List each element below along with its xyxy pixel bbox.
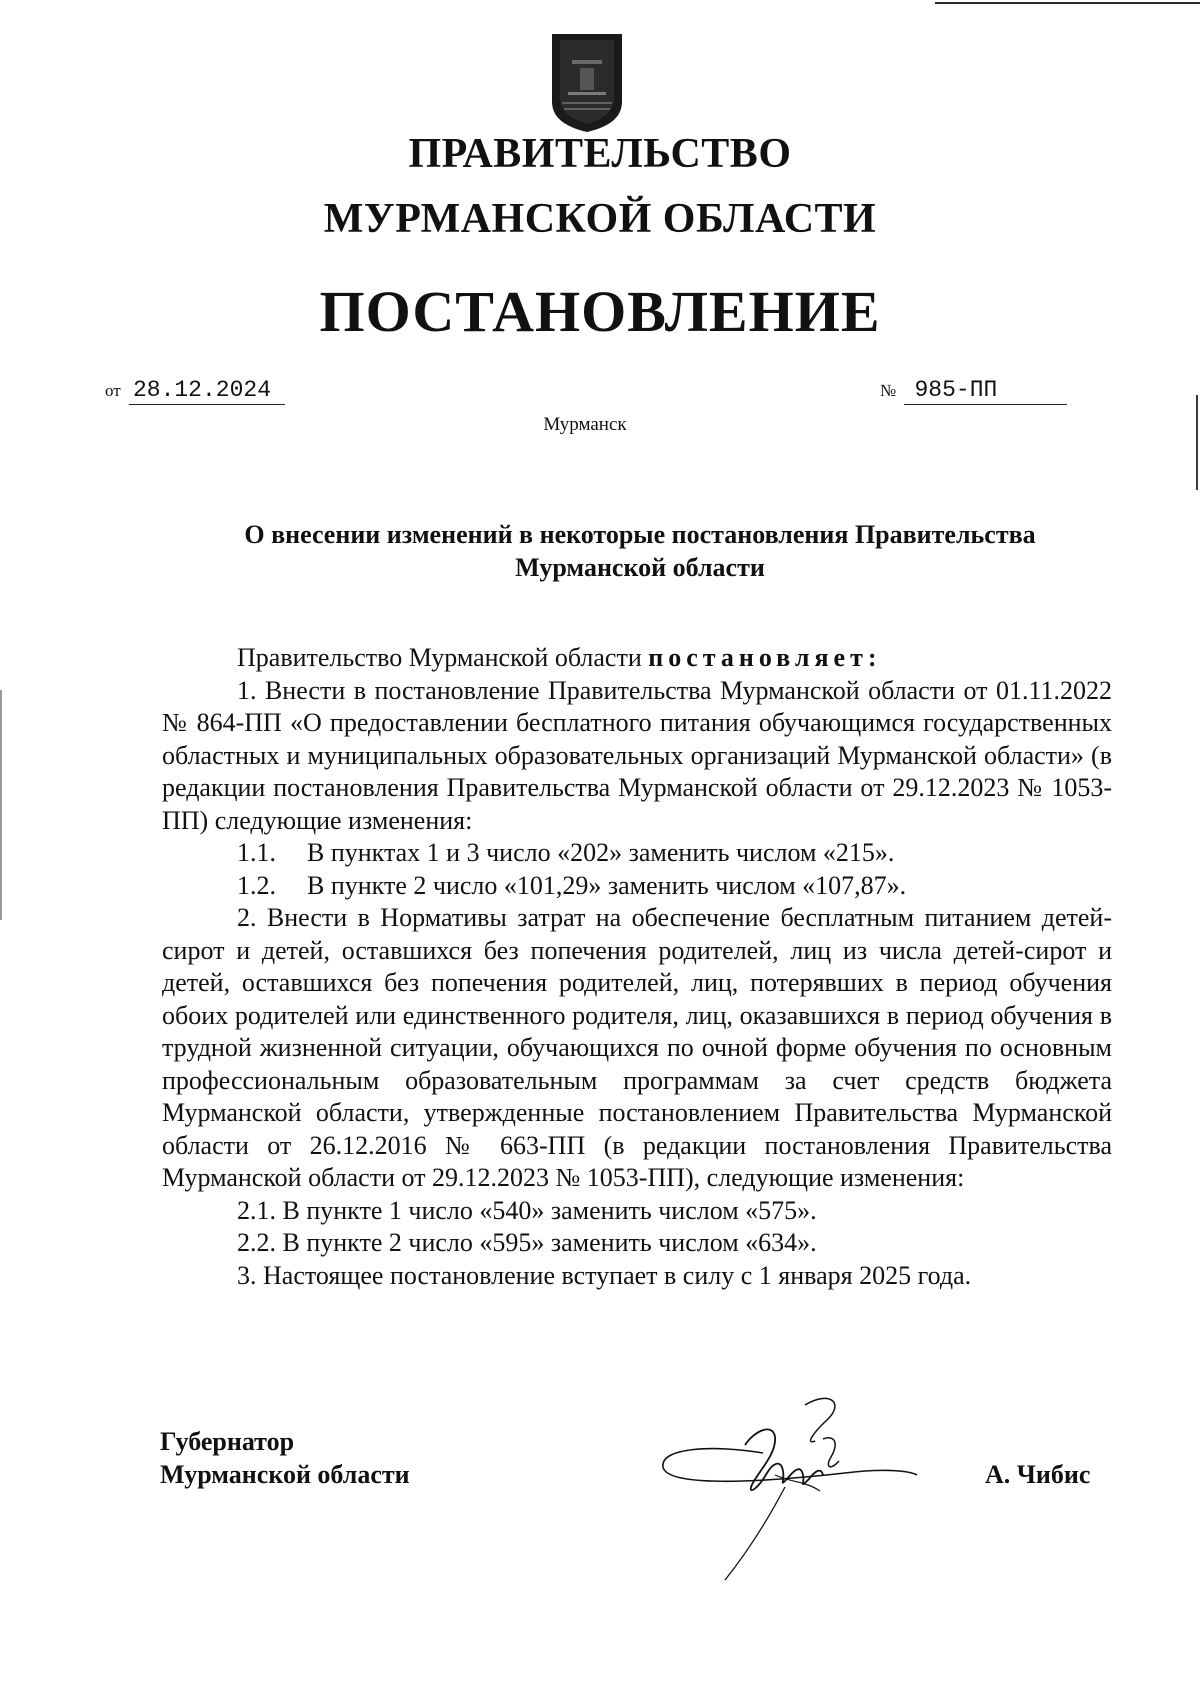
document-subject: О внесении изменений в некоторые постановления Правительства Мурманской области xyxy=(244,520,1036,582)
document-date xyxy=(105,377,285,405)
paragraph-1-2-text: В пункте 2 число «101,29» заменить числом «107,87». xyxy=(307,870,907,900)
scan-edge-mark-right xyxy=(1196,395,1198,490)
paragraph-1-1 xyxy=(162,837,1112,870)
signer-name: А. Чибис xyxy=(985,1460,1091,1489)
paragraph-1-2-number: 1.2. xyxy=(237,870,276,900)
government-title-line2: МУРМАНСКОЙ ОБЛАСТИ xyxy=(323,196,877,242)
signer-title-line2: Мурманской области xyxy=(160,1460,410,1489)
document-type-title: ПОСТАНОВЛЕНИЕ xyxy=(319,279,881,344)
intro-verb: постановляет: xyxy=(648,643,882,672)
date-value: 28.12.2024 xyxy=(129,377,285,405)
handwritten-signature xyxy=(655,1375,925,1585)
city-name: Мурманск xyxy=(543,414,627,435)
number-value: 985-ПП xyxy=(904,377,1067,405)
intro-text: Правительство Мурманской области xyxy=(237,643,649,672)
scan-edge-mark-left xyxy=(0,690,2,920)
paragraph-1-1-number: 1.1. xyxy=(237,838,276,867)
date-prefix: от xyxy=(105,381,121,400)
document-body xyxy=(162,642,1112,1292)
signer-title xyxy=(160,1425,410,1491)
government-title-line1: ПРАВИТЕЛЬСТВО xyxy=(408,131,792,177)
paragraph-1-1-text: В пунктах 1 и 3 число «202» заменить числом «215». xyxy=(307,838,895,867)
document-number xyxy=(880,377,1067,405)
intro-paragraph xyxy=(162,642,1112,675)
paragraph-2-1: 2.1. В пункте 1 число «540» заменить числом «575». xyxy=(237,1195,817,1225)
number-prefix: № xyxy=(880,381,897,400)
coat-of-arms-emblem xyxy=(550,32,624,134)
paragraph-1: 1. Внести в постановление Правительства Мурманской области от 01.11.2022 № 864-ПП «О предоставлении бесплатного питания обучающимся государственных областных и муниципальных образовательных организаций Мурманской области» (в редакции постановления Правительства Мурманской области от 29.12.2023 № 1053-ПП) следующие изменения: xyxy=(162,675,1112,835)
signer-title-line1: Губернатор xyxy=(160,1427,295,1456)
paragraph-3: 3. Настоящее постановление вступает в силу с 1 января 2025 года. xyxy=(237,1260,972,1290)
paragraph-2-2: 2.2. В пункте 2 число «595» заменить числом «634». xyxy=(237,1228,817,1257)
scan-edge-mark-top xyxy=(935,2,1200,4)
paragraph-1-2 xyxy=(162,870,1112,903)
paragraph-2: 2. Внести в Нормативы затрат на обеспечение бесплатным питанием детей-сирот и детей, оставшихся без попечения родителей, лиц из числа детей-сирот и детей, оставшихся без попечения родителей, лиц, потерявших в период обучения обоих родителей или единственного родителя, лиц, оказавшихся в период обучения в трудной жизненной ситуации, обучающихся по очной форме обучения по основным профессиональным образовательным программам за счет средств бюджета Мурманской области, утвержденные постановлением Правительства Мурманской области от 26.12.2016 № 663-ПП (в редакции постановления Правительства Мурманской области от 29.12.2023 № 1053-ПП), следующие изменения: xyxy=(162,903,1112,1192)
